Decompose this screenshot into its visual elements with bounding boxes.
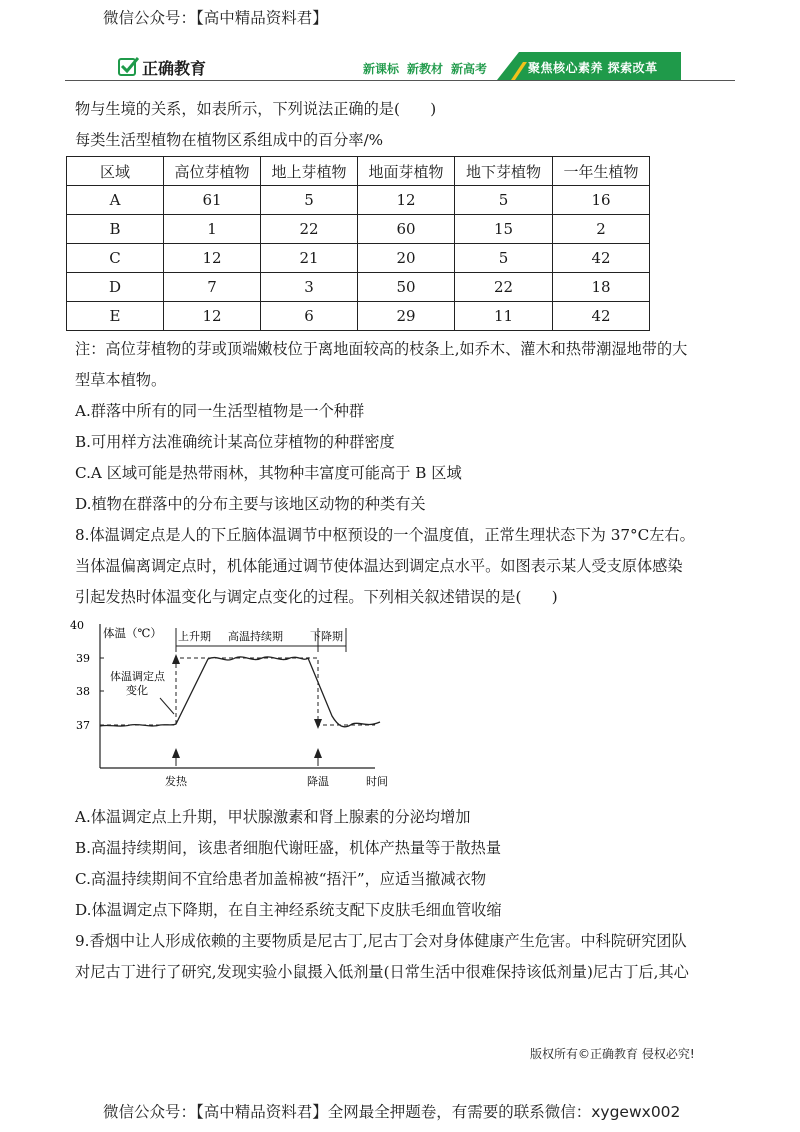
table-header-row (67, 157, 650, 186)
table-cell: 1 (164, 215, 261, 244)
arrow-up-icon (172, 654, 180, 664)
header-tags (363, 60, 487, 77)
table-cell: 3 (261, 273, 358, 302)
q8-stem-line: 8.体温调定点是人的下丘脑体温调节中枢预设的一个温度值，正常生理状态下为 37°C左右。 (75, 526, 695, 544)
table-cell: 5 (455, 244, 553, 273)
table-cell: 42 (553, 302, 650, 331)
q7-option-a: A.群落中所有的同一生活型植物是一个种群 (75, 402, 365, 420)
brand-logo (118, 55, 206, 79)
y-tick-label: 39 (76, 652, 90, 665)
brand-name: 正确教育 (142, 58, 207, 78)
table-row (67, 302, 650, 331)
phase-label-plateau: 高温持续期 (228, 630, 283, 643)
table-cell: 61 (164, 186, 261, 215)
table-cell: E (67, 302, 164, 331)
table-cell: 22 (261, 215, 358, 244)
set-point-annotation: 变化 (126, 684, 148, 697)
q8-option-b: B.高温持续期间，该患者细胞代谢旺盛，机体产热量等于散热量 (75, 839, 502, 857)
table-cell: 20 (358, 244, 455, 273)
event-label-cooling: 降温 (307, 775, 329, 788)
q9-stem-line: 对尼古丁进行了研究,发现实验小鼠摄入低剂量(日常生活中很难保持该低剂量)尼古丁后,其心 (75, 963, 689, 981)
q8-option-a: A.体温调定点上升期，甲状腺激素和肾上腺素的分泌均增加 (75, 808, 471, 826)
q7-option-d: D.植物在群落中的分布主要与该地区动物的种类有关 (75, 495, 426, 513)
table-cell: 16 (553, 186, 650, 215)
q7-note-line: 型草本植物。 (75, 371, 167, 389)
table-row (67, 215, 650, 244)
footer-wechat-text: 微信公众号：【高中精品资料君】全网最全押题卷，有需要的联系微信：xygewx002 (103, 1103, 681, 1121)
table-row (67, 244, 650, 273)
table-cell: 6 (261, 302, 358, 331)
header-tag: 新课标 (363, 62, 400, 76)
table-cell: 22 (455, 273, 553, 302)
table-row (67, 273, 650, 302)
table-cell: 12 (164, 302, 261, 331)
table-cell: 12 (358, 186, 455, 215)
table-header-cell: 高位芽植物 (164, 157, 261, 186)
q7-data-table (66, 156, 650, 331)
q7-table-caption: 每类生活型植物在植物区系组成中的百分率/% (75, 131, 384, 149)
table-cell: 29 (358, 302, 455, 331)
table-header-cell: 一年生植物 (553, 157, 650, 186)
table-cell: B (67, 215, 164, 244)
table-header-cell: 地面芽植物 (358, 157, 455, 186)
table-header-cell: 区域 (67, 157, 164, 186)
table-header-cell: 地上芽植物 (261, 157, 358, 186)
table-cell: D (67, 273, 164, 302)
annotation-pointer (160, 698, 174, 714)
q8-fever-chart (70, 618, 400, 788)
table-cell: 21 (261, 244, 358, 273)
header-divider (65, 80, 735, 81)
check-icon (118, 58, 136, 76)
table-cell: 15 (455, 215, 553, 244)
table-cell: A (67, 186, 164, 215)
copyright-notice: 版权所有©正确教育 侵权必究! (530, 1047, 695, 1061)
y-tick-label: 40 (70, 619, 84, 632)
q8-stem-line: 当体温偏离调定点时，机体能通过调节使体温达到调定点水平。如图表示某人受支原体感染 (75, 557, 683, 575)
table-cell: 18 (553, 273, 650, 302)
header-tag: 新高考 (451, 62, 488, 76)
event-label-fever: 发热 (165, 775, 187, 788)
y-axis-title: 体温（℃） (103, 626, 162, 640)
table-cell: 42 (553, 244, 650, 273)
table-header-cell: 地下芽植物 (455, 157, 553, 186)
table-cell: 12 (164, 244, 261, 273)
table-row (67, 186, 650, 215)
set-point-annotation: 体温调定点 (110, 670, 165, 683)
table-cell: 50 (358, 273, 455, 302)
table-cell: 2 (553, 215, 650, 244)
header-banner-text: 聚焦核心素养 探索改革 (528, 61, 658, 75)
table-cell: C (67, 244, 164, 273)
header-wechat-text: 微信公众号：【高中精品资料君】 (103, 9, 328, 27)
table-cell: 7 (164, 273, 261, 302)
q9-stem-line: 9.香烟中让人形成依赖的主要物质是尼古丁,尼古丁会对身体健康产生危害。中科院研究团队 (75, 932, 687, 950)
table-cell: 5 (261, 186, 358, 215)
q8-option-c: C.高温持续期间不宜给患者加盖棉被“捂汗”，应适当撤减衣物 (75, 870, 487, 888)
q8-stem-line: 引起发热时体温变化与调定点变化的过程。下列相关叙述错误的是( ) (75, 588, 558, 606)
x-axis-title: 时间 (366, 775, 388, 788)
table-cell: 60 (358, 215, 455, 244)
y-tick-label: 37 (76, 719, 90, 732)
q7-stem: 物与生境的关系，如表所示，下列说法正确的是( ) (75, 100, 437, 118)
q7-option-b: B.可用样方法准确统计某高位芽植物的种群密度 (75, 433, 395, 451)
q7-option-c: C.A 区域可能是热带雨林，其物种丰富度可能高于 B 区域 (75, 464, 462, 482)
q8-option-d: D.体温调定点下降期，在自主神经系统支配下皮肤毛细血管收缩 (75, 901, 502, 919)
phase-label-fall: 下降期 (310, 630, 343, 643)
table-cell: 5 (455, 186, 553, 215)
y-tick-label: 38 (76, 685, 90, 698)
arrow-down-icon (314, 719, 322, 729)
phase-label-rise: 上升期 (178, 630, 211, 643)
header-tag: 新教材 (407, 62, 444, 76)
q7-note-line: 注：高位芽植物的芽或顶端嫩枝位于离地面较高的枝条上,如乔木、灌木和热带潮湿地带的大 (75, 340, 688, 358)
table-cell: 11 (455, 302, 553, 331)
